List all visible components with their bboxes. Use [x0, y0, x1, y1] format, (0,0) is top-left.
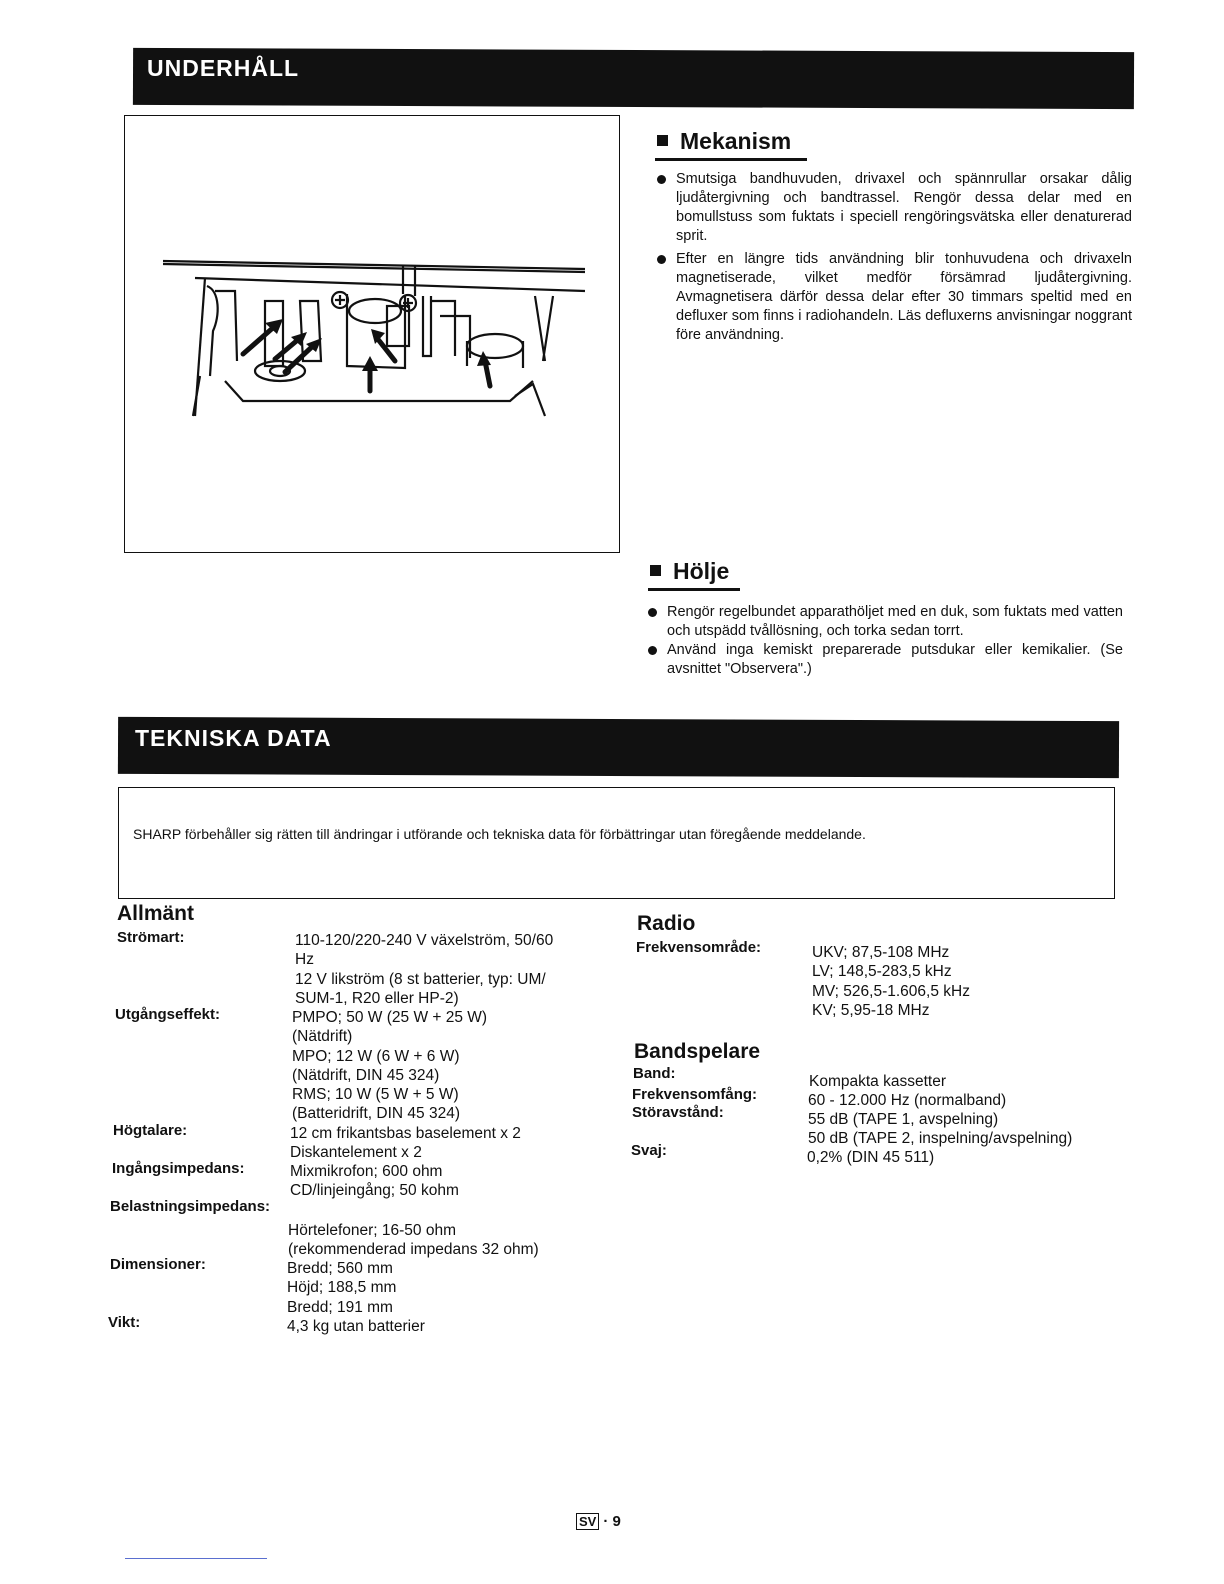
radio-label-frequency: Frekvensområde:	[636, 939, 762, 956]
general-value-output: PMPO; 50 W (25 W + 25 W) (Nätdrift) MPO; 12 W (6 W + 6 W) (Nätdrift, DIN 45 324) RMS; 10 W (5 W + 5 W) (Batteridrift, DIN 45 324)	[292, 1009, 488, 1123]
bullet-dot-icon	[657, 175, 666, 184]
tape-value-frequency: 60 - 12.000 Hz (normalband)	[808, 1092, 1007, 1109]
tape-mechanism-illustration	[125, 116, 618, 551]
mechanism-illustration-frame	[124, 115, 620, 553]
square-bullet-icon	[657, 135, 668, 146]
tech-header-title: TEKNISKA DATA	[135, 725, 332, 751]
general-value-power: 110-120/220-240 V växelström, 50/60 Hz 12 V likström (8 st batterier, typ: UM/ SUM-1, R20 eller HP-2)	[295, 932, 554, 1007]
general-label-output: Utgångseffekt:	[115, 1006, 221, 1023]
mechanism-heading: Mekanism	[657, 128, 791, 155]
casing-bullet-1: Rengör regelbundet apparathöljet med en duk, som fuktats med vatten och utspädd tvållösning, och torka sedan torrt.	[648, 603, 1123, 641]
mechanism-bullet-1: Smutsiga bandhuvuden, drivaxel och spännrullar orsakar dålig ljudåtergivning och bandtrassel. Rengör dessa delar med en bomullstuss som fuktats i speciell rengöringsvätska eller denaturerad sprit.	[657, 170, 1132, 246]
language-badge: SV	[576, 1513, 599, 1530]
tape-label-noise: Störavstånd:	[632, 1104, 724, 1121]
general-heading: Allmänt	[117, 902, 195, 925]
square-bullet-icon	[650, 565, 661, 576]
maintenance-header-title: UNDERHÅLL	[147, 55, 300, 81]
tape-value-noise: 55 dB (TAPE 1, avspelning) 50 dB (TAPE 2, inspelning/avspelning)	[808, 1111, 1073, 1148]
general-label-load-impedance: Belastningsimpedans:	[110, 1198, 271, 1215]
general-label-input-impedance: Ingångsimpedans:	[112, 1160, 245, 1177]
general-value-speakers: 12 cm frikantsbas baselement x 2 Diskantelement x 2	[290, 1125, 521, 1162]
tape-label-flutter: Svaj:	[631, 1142, 667, 1159]
bullet-dot-icon	[657, 255, 666, 264]
casing-heading: Hölje	[650, 558, 729, 585]
tape-value-flutter: 0,2% (DIN 45 511)	[807, 1149, 935, 1166]
general-label-dimensions: Dimensioner:	[110, 1256, 206, 1273]
general-label-power: Strömart:	[117, 929, 185, 946]
mechanism-bullet-2: Efter en längre tids användning blir tonhuvudena och drivaxeln magnetiserade, vilket medför försämrad ljudåtergivning. Avmagnetisera därför dessa delar efter 30 timmars speltid med en defluxer som finns i radiohandeln. Läs defluxerns anvisningar noggrant före användning.	[657, 250, 1132, 345]
radio-value-frequency: UKV; 87,5-108 MHz LV; 148,5-283,5 kHz MV; 526,5-1.606,5 kHz KV; 5,95-18 MHz	[812, 944, 970, 1019]
general-value-weight: 4,3 kg utan batterier	[287, 1318, 425, 1335]
radio-heading: Radio	[637, 912, 696, 935]
page-number	[576, 1513, 621, 1530]
casing-bullet-2: Använd inga kemiskt preparerade putsdukar eller kemikalier. (Se avsnittet "Observera".)	[648, 641, 1123, 679]
casing-heading-underline	[648, 588, 740, 591]
notice-box	[118, 787, 1115, 899]
general-value-dimensions: Bredd; 560 mm Höjd; 188,5 mm Bredd; 191 mm	[287, 1260, 397, 1316]
mechanism-heading-underline	[655, 158, 807, 161]
general-value-load-impedance: Hörtelefoner; 16-50 ohm (rekommenderad impedans 32 ohm)	[288, 1222, 539, 1259]
bullet-dot-icon	[648, 646, 657, 655]
tape-heading: Bandspelare	[634, 1040, 761, 1063]
tape-label-band: Band:	[633, 1065, 676, 1082]
page-number-text: · 9	[603, 1513, 621, 1530]
tape-label-frequency: Frekvensomfång:	[632, 1086, 758, 1103]
notice-text: SHARP förbehåller sig rätten till ändringar i utförande och tekniska data för förbättringar utan föregående meddelande.	[133, 826, 866, 842]
general-value-input-impedance: Mixmikrofon; 600 ohm CD/linjeingång; 50 kohm	[290, 1163, 459, 1200]
bullet-dot-icon	[648, 608, 657, 617]
general-label-speakers: Högtalare:	[113, 1122, 188, 1139]
footer-rule	[125, 1558, 267, 1559]
tape-value-band: Kompakta kassetter	[809, 1073, 946, 1090]
general-label-weight: Vikt:	[108, 1314, 141, 1331]
